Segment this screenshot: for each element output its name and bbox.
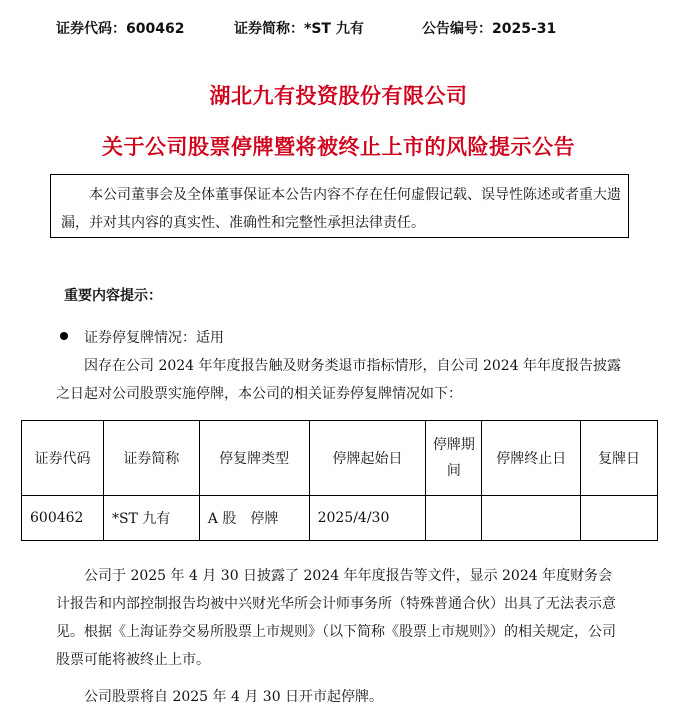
notice-number-label: 公告编号：2025-31 — [422, 21, 557, 37]
table-cell — [482, 496, 581, 541]
table-header-cell: 停牌起始日 — [309, 421, 426, 496]
table-header-cell: 复牌日 — [581, 421, 658, 496]
table-header-row — [22, 421, 658, 496]
bullet-dot-icon — [60, 332, 68, 340]
security-abbr-label: 证券简称：*ST 九有 — [234, 21, 364, 37]
table-cell — [581, 496, 658, 541]
table-cell: A 股 停牌 — [199, 496, 309, 541]
table-cell — [426, 496, 482, 541]
table-cell: *ST 九有 — [103, 496, 199, 541]
intro-paragraph: 因存在公司 2024 年年度报告触及财务类退市指标情形，自公司 2024 年年度报告披露之日起对公司股票实施停牌，本公司的相关证券停复牌情况如下： — [56, 358, 622, 402]
board-statement-text: 本公司董事会及全体董事保证本公告内容不存在任何虚假记载、误导性陈述或者重大遗漏，并对其内容的真实性、准确性和完整性承担法律责任。 — [61, 187, 621, 231]
company-name: 湖北九有投资股份有限公司 — [209, 84, 468, 108]
table-header-cell: 停牌期间 — [426, 421, 482, 496]
bullet-text: 证券停复牌情况：适用 — [84, 330, 224, 346]
body-paragraph-2: 公司股票将自 2025 年 4 月 30 日开市起停牌。 — [84, 689, 384, 705]
table-row — [22, 496, 658, 541]
table-header-cell: 证券简称 — [103, 421, 199, 496]
key-info-heading: 重要内容提示： — [64, 288, 162, 304]
table-header-cell: 证券代码 — [22, 421, 104, 496]
board-statement-box — [50, 174, 629, 238]
suspension-table — [21, 420, 658, 541]
table-header-cell: 停复牌类型 — [199, 421, 309, 496]
announcement-title: 关于公司股票停牌暨将被终止上市的风险提示公告 — [102, 135, 575, 159]
body-paragraph-1: 公司于 2025 年 4 月 30 日披露了 2024 年年度报告等文件，显示 2024 年度财务会计报告和内部控制报告均被中兴财光华所会计师事务所（特殊普通合伙）出具了无法表示意见。根据《上海证券交易所股票上市规则》（以下简称《股票上市规则》）的相关规定，公司股票可能将被终止上市。 — [56, 568, 616, 668]
table-header-cell: 停牌终止日 — [482, 421, 581, 496]
table-cell: 600462 — [22, 496, 104, 541]
table-cell: 2025/4/30 — [309, 496, 426, 541]
suspension-bullet — [60, 327, 224, 347]
security-code-label: 证券代码：600462 — [56, 21, 185, 37]
